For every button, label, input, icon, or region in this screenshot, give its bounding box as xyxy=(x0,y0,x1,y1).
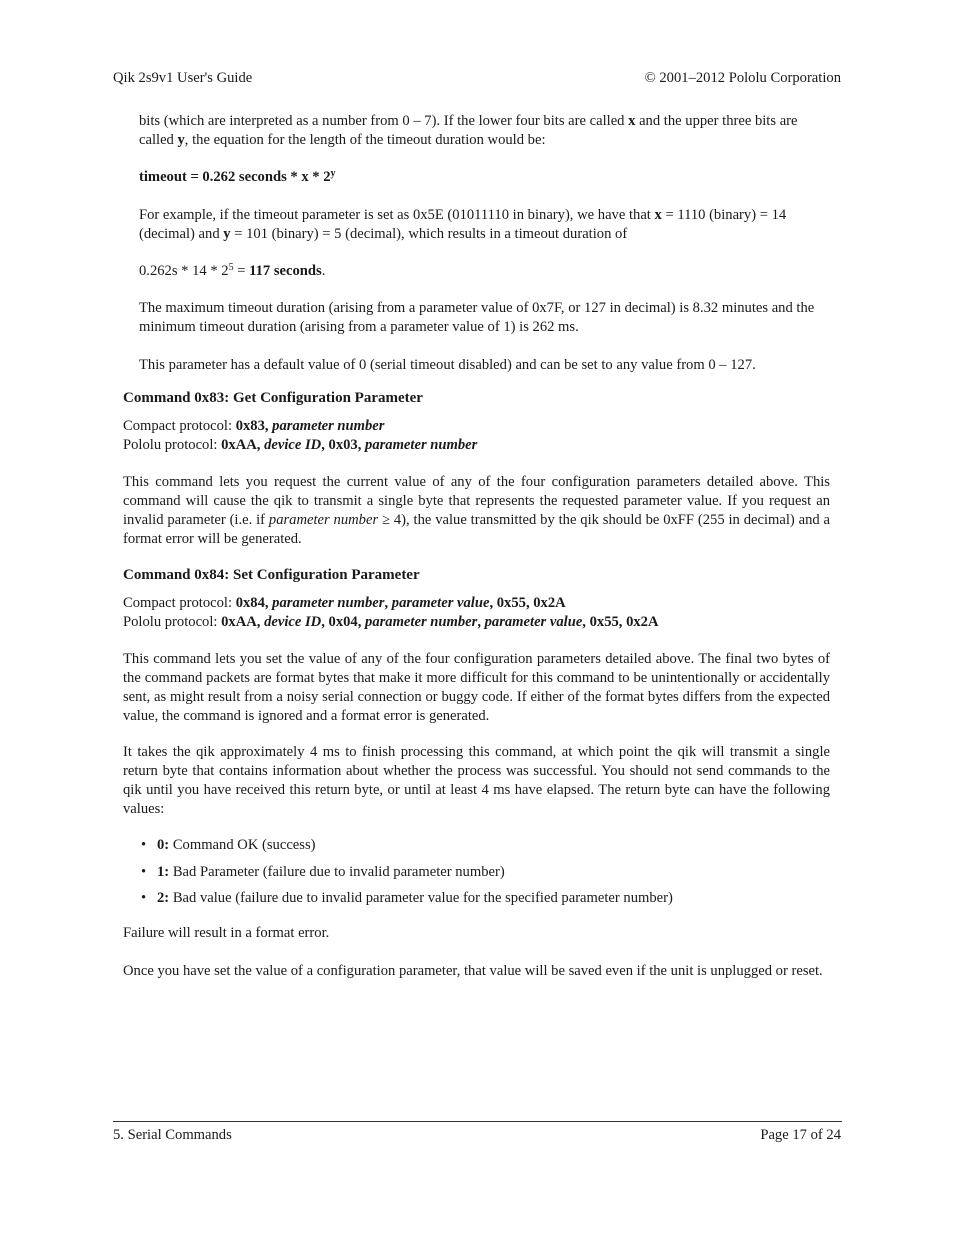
cmd83-description: This command lets you request the current value of any of the four configuration parameters detailed above. This command will cause the qik to transmit a single byte that represents the requested parameter value. If you request an invalid parameter (i.e. if parameter number ≥ 4), the value transmitted by the qik should be 0xFF (255 in decimal) and a format error will be generated. xyxy=(123,474,830,547)
bullet-icon: • xyxy=(141,863,147,880)
timeout-equation: timeout = 0.262 seconds * x * 2$^y$ xyxy=(139,168,336,185)
cmd84-heading: Command 0x84: Set Configuration Parameter xyxy=(123,567,420,583)
timeout-example-paragraph: For example, if the timeout parameter is set as 0x5E (01011110 in binary), we have that x = 1110 (binary) = 14 (decimal) and y = 101 (binary) = 5 (decimal), which results in a timeout duration of xyxy=(139,207,787,242)
cmd84-description: This command lets you set the value of any of the four configuration parameters detailed above. The final two bytes of the command packets are format bytes that make it more difficult for this command to be unintentionally or accidentally sent, as might result from a noisy serial connection or buggy code. If either of the format bytes differs from the expected value, the command is ignored and a format error is generated. xyxy=(123,651,830,724)
return-values-list xyxy=(141,836,673,916)
list-item: • 0: Command OK (success) xyxy=(141,837,316,853)
cmd84-return-byte-paragraph: It takes the qik approximately 4 ms to finish processing this command, at which point the qik will transmit a single return byte that contains information about whether the process was successful. You should not send commands to the qik until you have received this return byte, or until at least 4 ms have elapsed. The return byte can have the following values: xyxy=(123,744,830,817)
cmd84-protocol-lines: Compact protocol: 0x84, parameter number, parameter value, 0x55, 0x2A Pololu protocol: 0xAA, device ID, 0x04, parameter number, parameter value, 0x55, 0x2A xyxy=(123,595,659,630)
footer-section: 5. Serial Commands xyxy=(113,1127,232,1143)
list-item: • 1: Bad Parameter (failure due to invalid parameter number) xyxy=(141,863,505,880)
timeout-default-paragraph: This parameter has a default value of 0 (serial timeout disabled) and can be set to any value from 0 – 127. xyxy=(139,357,756,373)
running-header-title: Qik 2s9v1 User's Guide xyxy=(113,70,253,86)
bullet-icon: • xyxy=(141,890,147,906)
failure-note: Failure will result in a format error. xyxy=(123,925,330,941)
footer-page-number: Page 17 of 24 xyxy=(760,1127,841,1143)
running-header-copyright: © 2001–2012 Pololu Corporation xyxy=(644,70,841,86)
footer-divider xyxy=(113,1121,842,1122)
cmd83-protocol-lines: Compact protocol: 0x83, parameter number Pololu protocol: 0xAA, device ID, 0x03, parameter number xyxy=(123,418,478,453)
saved-note: Once you have set the value of a configuration parameter, that value will be saved even if the unit is unplugged or reset. xyxy=(123,963,823,979)
bullet-icon: • xyxy=(141,837,147,853)
timeout-range-paragraph: The maximum timeout duration (arising from a parameter value of 0x7F, or 127 in decimal) is 8.32 minutes and the minimum timeout duration (arising from a parameter value of 1) is 262 ms. xyxy=(139,300,815,335)
timeout-bits-paragraph: bits (which are interpreted as a number from 0 – 7). If the lower four bits are called x and the upper three bits are called y, the equation for the length of the timeout duration would be: xyxy=(139,113,798,148)
cmd83-heading: Command 0x83: Get Configuration Parameter xyxy=(123,390,423,406)
timeout-calculation: $0.262s * 14 * 2^5 = 117$ seconds. xyxy=(139,262,326,279)
list-item: • 2: Bad value (failure due to invalid parameter value for the specified parameter number) xyxy=(141,890,673,906)
